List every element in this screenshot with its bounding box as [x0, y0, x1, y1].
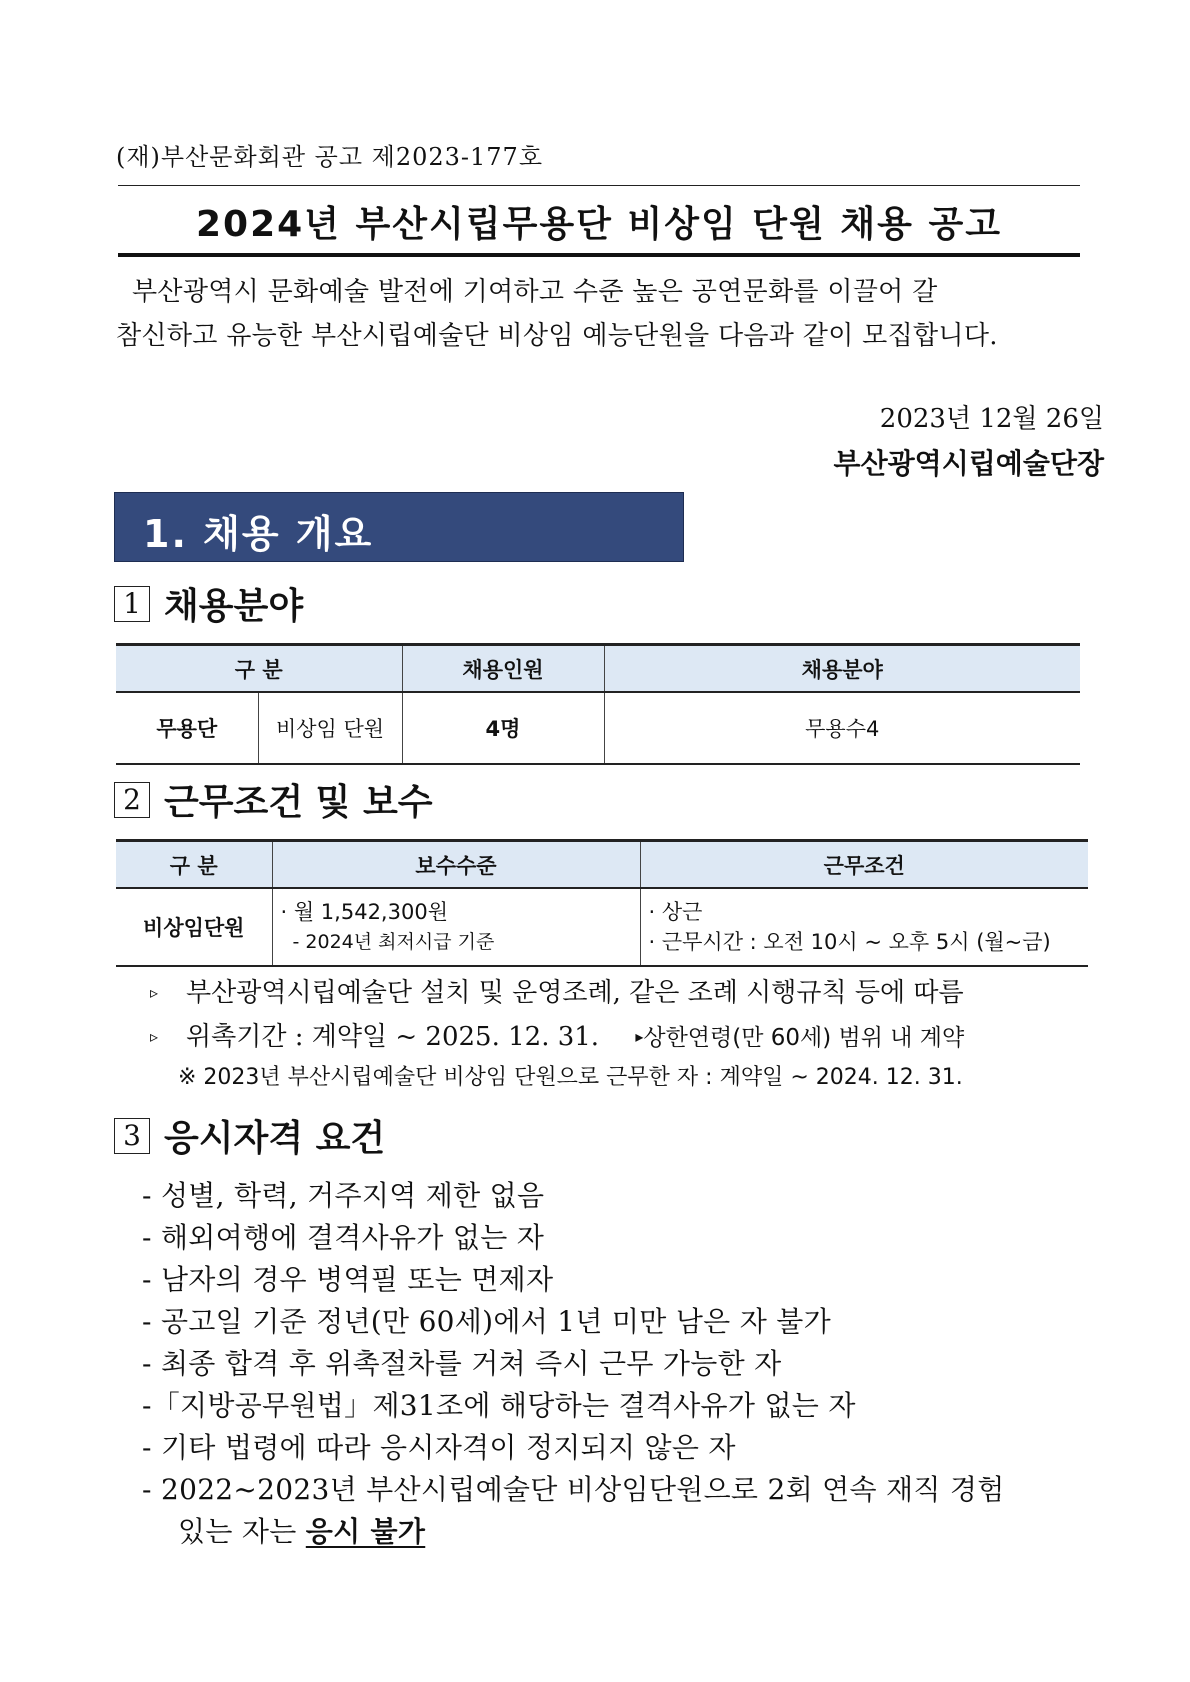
cell-field: 무용수4	[604, 692, 1080, 764]
subsection-1-title: 채용분야	[164, 586, 304, 627]
intro-line-2: 참신하고 유능한 부산시립예술단 비상임 예능단원을 다음과 같이 모집합니다.	[116, 321, 998, 351]
pay-line-1: · 월 1,542,300원	[280, 900, 448, 924]
section-1-title: 1. 채용 개요	[143, 512, 374, 556]
subsection-3-heading	[114, 1110, 385, 1161]
note-3: ※ 2023년 부산시립예술단 비상임 단원으로 근무한 자 : 계약일 ~ 2024. 12. 31.	[178, 1065, 963, 1090]
intro-line-1: 부산광역시 문화예술 발전에 기여하고 수준 높은 공연문화를 이끌어 갈	[132, 277, 938, 307]
continuation-text: 있는 자는	[178, 1515, 306, 1548]
recruitment-table	[116, 643, 1080, 765]
cell-type: 비상임 단원	[258, 692, 402, 764]
triangle-bullet-icon: ▹	[150, 983, 159, 1002]
list-item: - 기타 법령에 따라 응시자격이 정지되지 않은 자	[142, 1431, 736, 1464]
cell-count: 4명	[402, 692, 604, 764]
conditions-table	[116, 839, 1088, 967]
header-category: 구 분	[116, 841, 272, 889]
list-item: - 2022~2023년 부산시립예술단 비상임단원으로 2회 연속 재직 경험	[142, 1473, 1005, 1506]
number-box-2: 2	[114, 782, 150, 818]
note-2-text: 위촉기간 : 계약일 ~ 2025. 12. 31.	[186, 1022, 600, 1052]
title-rule	[118, 253, 1080, 257]
number-box-1: 1	[114, 586, 150, 622]
header-field: 채용분야	[604, 645, 1080, 693]
requirements-list	[142, 1174, 1005, 1552]
header-pay: 보수수준	[272, 841, 640, 889]
subsection-1-heading	[114, 578, 303, 629]
top-rule	[118, 185, 1080, 186]
play-triangle-icon: ▸	[635, 1027, 644, 1046]
document-issuer: 부산광역시립예술단장	[833, 447, 1104, 480]
subsection-2-heading	[114, 774, 433, 825]
conditions-notes	[150, 972, 964, 1104]
table-header-row	[116, 841, 1088, 889]
emphasis-text: 응시 불가	[305, 1515, 426, 1548]
header-category: 구 분	[116, 645, 402, 693]
table-row	[116, 888, 1088, 966]
cell-type: 비상임단원	[116, 888, 272, 966]
number-box-3: 3	[114, 1118, 150, 1154]
document-title: 2024년 부산시립무용단 비상임 단원 채용 공고	[195, 204, 1003, 245]
cell-pay	[272, 888, 640, 966]
cell-group: 무용단	[116, 692, 258, 764]
table-row	[116, 692, 1080, 764]
document-date: 2023년 12월 26일	[879, 404, 1104, 434]
notice-number: (재)부산문화회관 공고 제2023-177호	[116, 143, 544, 171]
list-item: -「지방공무원법」제31조에 해당하는 결격사유가 없는 자	[142, 1389, 856, 1422]
list-item: - 공고일 기준 정년(만 60세)에서 1년 미만 남은 자 불가	[142, 1305, 831, 1338]
section-1-header	[114, 492, 684, 562]
header-conditions: 근무조건	[640, 841, 1088, 889]
header-headcount: 채용인원	[402, 645, 604, 693]
subsection-2-title: 근무조건 및 보수	[164, 782, 433, 823]
list-item: - 최종 합격 후 위촉절차를 거쳐 즉시 근무 가능한 자	[142, 1347, 782, 1380]
list-item: - 성별, 학력, 거주지역 제한 없음	[142, 1179, 545, 1212]
cell-conditions	[640, 888, 1088, 966]
note-1-text: 부산광역시립예술단 설치 및 운영조례, 같은 조례 시행규칙 등에 따름	[186, 978, 964, 1008]
cond-line-1: · 상근	[648, 900, 703, 924]
list-item: - 남자의 경우 병역필 또는 면제자	[142, 1263, 554, 1296]
subsection-3-title: 응시자격 요건	[164, 1118, 386, 1159]
triangle-bullet-icon: ▹	[150, 1027, 159, 1046]
note-1	[150, 972, 964, 1016]
cond-line-2: · 근무시간 : 오전 10시 ~ 오후 5시 (월~금)	[648, 930, 1051, 954]
intro-paragraph	[116, 270, 1086, 358]
note-2-extra	[635, 1025, 964, 1051]
pay-line-2: - 2024년 최저시급 기준	[292, 931, 495, 953]
list-item-continuation	[142, 1510, 1005, 1552]
note-2-extra-text: 상한연령(만 60세) 범위 내 계약	[643, 1025, 965, 1051]
list-item: - 해외여행에 결격사유가 없는 자	[142, 1221, 545, 1254]
note-2	[150, 1016, 964, 1060]
table-header-row	[116, 645, 1080, 693]
